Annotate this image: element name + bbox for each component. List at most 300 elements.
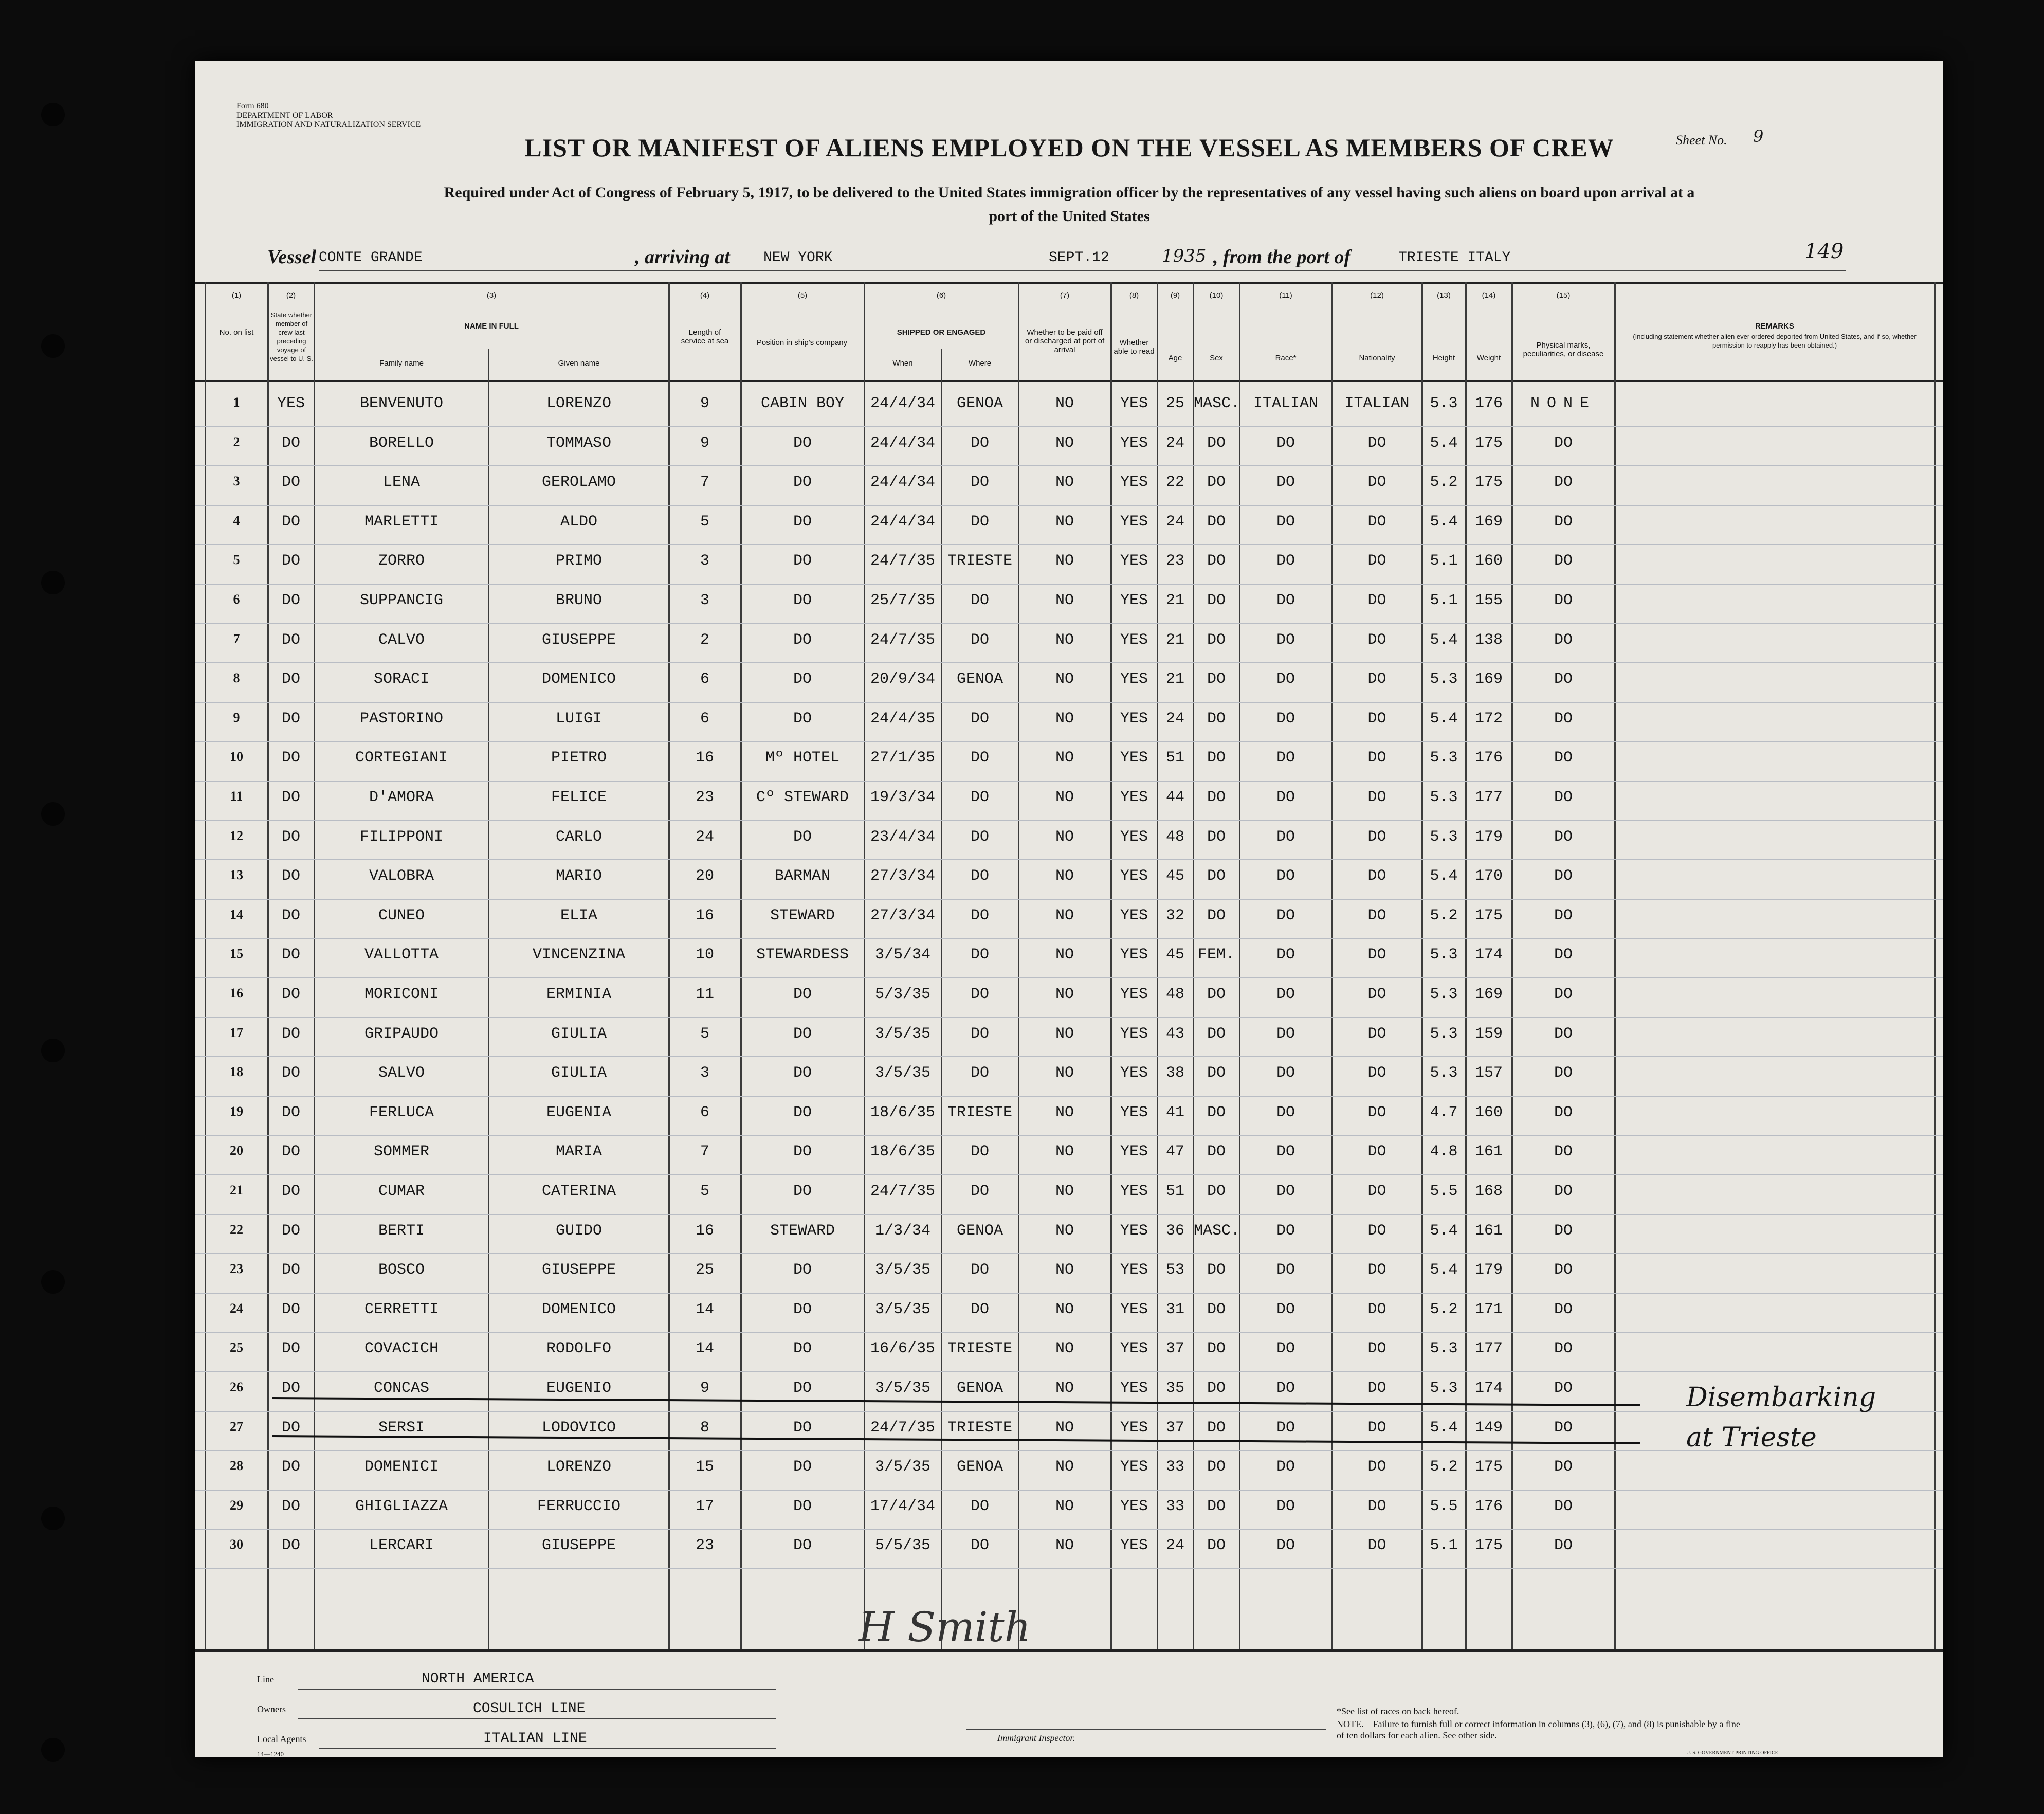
cell-sex: DO bbox=[1207, 710, 1226, 728]
cell-age: 36 bbox=[1165, 1222, 1184, 1240]
cell-height: 5.3 bbox=[1430, 828, 1458, 846]
cell-sex: DO bbox=[1207, 986, 1226, 1003]
cell-family: SUPPANCIG bbox=[359, 592, 444, 609]
cell-paid: NO bbox=[1055, 1143, 1074, 1161]
cell-given: GEROLAMO bbox=[541, 474, 616, 492]
cell-read: YES bbox=[1120, 906, 1148, 924]
cell-age: 45 bbox=[1165, 946, 1184, 964]
cell-age: 35 bbox=[1165, 1380, 1184, 1397]
table-row bbox=[195, 1453, 1943, 1492]
cell-read: YES bbox=[1120, 631, 1148, 649]
cell-position: DO bbox=[793, 552, 812, 570]
cell-when: 24/7/35 bbox=[870, 1183, 936, 1200]
cell-paid: NO bbox=[1055, 1497, 1074, 1515]
cell-marks: NONE bbox=[1530, 395, 1596, 412]
cell-race: DO bbox=[1276, 906, 1295, 924]
cell-prev: DO bbox=[281, 749, 300, 767]
col7-label: Whether to be paid off or discharged at port of arrival bbox=[1025, 328, 1105, 354]
cell-service: 6 bbox=[700, 710, 709, 728]
vessel-label: Vessel bbox=[267, 246, 316, 268]
cell-weight: 169 bbox=[1474, 513, 1503, 531]
cell-given: VINCENZINA bbox=[532, 946, 626, 964]
sheet-number: 9 bbox=[1753, 126, 1764, 146]
table-header-rule bbox=[195, 380, 1943, 382]
cell-height: 5.2 bbox=[1430, 474, 1458, 492]
cell-marks: DO bbox=[1554, 1143, 1573, 1161]
arrival-year: 1935 bbox=[1162, 246, 1207, 266]
cell-when: 5/5/35 bbox=[874, 1537, 931, 1555]
cell-no: 5 bbox=[233, 552, 240, 568]
cell-service: 16 bbox=[695, 749, 714, 767]
cell-marks: DO bbox=[1554, 552, 1573, 570]
col11-num: (11) bbox=[1279, 291, 1292, 300]
cell-service: 7 bbox=[700, 1143, 709, 1161]
cell-family: FERLUCA bbox=[369, 1103, 434, 1121]
col12-num: (12) bbox=[1370, 291, 1384, 300]
cell-given: EUGENIO bbox=[546, 1380, 612, 1397]
cell-where: TRIESTE bbox=[947, 1340, 1013, 1358]
cell-prev: DO bbox=[281, 1340, 300, 1358]
cell-given: EUGENIA bbox=[546, 1103, 612, 1121]
cell-age: 31 bbox=[1165, 1300, 1184, 1318]
col10-num: (10) bbox=[1209, 291, 1224, 300]
page-reference: 149 bbox=[1804, 240, 1844, 263]
table-row bbox=[195, 1256, 1943, 1295]
table-row bbox=[195, 1059, 1943, 1098]
cell-read: YES bbox=[1120, 1419, 1148, 1437]
cell-paid: NO bbox=[1055, 749, 1074, 767]
cell-family: BENVENUTO bbox=[359, 395, 444, 412]
cell-where: DO bbox=[970, 434, 989, 452]
cell-where: DO bbox=[970, 828, 989, 846]
cell-nat: DO bbox=[1367, 474, 1386, 492]
cell-where: TRIESTE bbox=[947, 552, 1013, 570]
cell-age: 24 bbox=[1165, 513, 1184, 531]
table-row bbox=[195, 862, 1943, 901]
col2-label: State whether member of crew last preceding voyage of vessel to U. S. bbox=[270, 311, 313, 362]
cell-nat: DO bbox=[1367, 1103, 1386, 1121]
cell-read: YES bbox=[1120, 1261, 1148, 1279]
form-stamp bbox=[236, 102, 421, 130]
cell-where: DO bbox=[970, 631, 989, 649]
cell-read: YES bbox=[1120, 474, 1148, 492]
cell-no: 19 bbox=[230, 1103, 243, 1119]
cell-paid: NO bbox=[1055, 1537, 1074, 1555]
cell-weight: 176 bbox=[1474, 749, 1503, 767]
cell-prev: DO bbox=[281, 789, 300, 806]
cell-position: Mº HOTEL bbox=[765, 749, 840, 767]
cell-position: DO bbox=[793, 1300, 812, 1318]
cell-nat: DO bbox=[1367, 1261, 1386, 1279]
cell-sex: DO bbox=[1207, 552, 1226, 570]
form-subtitle-1: Required under Act of Congress of February 5, 1917, to be delivered to the United States immigration officer by the representatives of any vessel having such aliens on board upon arrival at a bbox=[444, 184, 1695, 201]
cell-age: 24 bbox=[1165, 1537, 1184, 1555]
cell-race: DO bbox=[1276, 434, 1295, 452]
cell-no: 26 bbox=[230, 1380, 243, 1394]
cell-when: 18/6/35 bbox=[870, 1143, 936, 1161]
cell-sex: DO bbox=[1207, 906, 1226, 924]
cell-height: 5.3 bbox=[1430, 986, 1458, 1003]
cell-read: YES bbox=[1120, 867, 1148, 885]
cell-age: 33 bbox=[1165, 1458, 1184, 1476]
cell-marks: DO bbox=[1554, 434, 1573, 452]
cell-nat: DO bbox=[1367, 631, 1386, 649]
cell-prev: DO bbox=[281, 434, 300, 452]
cell-where: DO bbox=[970, 986, 989, 1003]
cell-where: DO bbox=[970, 1537, 989, 1555]
cell-nat: DO bbox=[1367, 670, 1386, 688]
cell-family: CERRETTI bbox=[364, 1300, 439, 1318]
cell-sex: DO bbox=[1207, 789, 1226, 806]
cell-when: 3/5/35 bbox=[874, 1458, 931, 1476]
cell-age: 21 bbox=[1165, 631, 1184, 649]
cell-marks: DO bbox=[1554, 867, 1573, 885]
cell-family: VALLOTTA bbox=[364, 946, 439, 964]
cell-race: DO bbox=[1276, 1497, 1295, 1515]
cell-position: DO bbox=[793, 1497, 812, 1515]
cell-service: 17 bbox=[695, 1497, 714, 1515]
cell-when: 23/4/34 bbox=[870, 828, 936, 846]
cell-service: 20 bbox=[695, 867, 714, 885]
cell-prev: DO bbox=[281, 631, 300, 649]
table-row bbox=[195, 1414, 1943, 1453]
cell-weight: 171 bbox=[1474, 1300, 1503, 1318]
footer-agents-value: ITALIAN LINE bbox=[483, 1731, 587, 1747]
cell-nat: DO bbox=[1367, 1458, 1386, 1476]
cell-prev: DO bbox=[281, 906, 300, 924]
cell-service: 5 bbox=[700, 1025, 709, 1043]
cell-position: DO bbox=[793, 1537, 812, 1555]
cell-nat: DO bbox=[1367, 1222, 1386, 1240]
cell-when: 24/7/35 bbox=[870, 552, 936, 570]
cell-prev: DO bbox=[281, 474, 300, 492]
cell-race: DO bbox=[1276, 986, 1295, 1003]
cell-given: GIUSEPPE bbox=[541, 1537, 616, 1555]
form-title: LIST OR MANIFEST OF ALIENS EMPLOYED ON THE VESSEL AS MEMBERS OF CREW bbox=[524, 133, 1614, 162]
cell-sex: DO bbox=[1207, 474, 1226, 492]
cell-where: GENOA bbox=[956, 395, 1003, 412]
cell-paid: NO bbox=[1055, 1222, 1074, 1240]
table-row bbox=[195, 665, 1943, 704]
cell-race: DO bbox=[1276, 1143, 1295, 1161]
cell-weight: 169 bbox=[1474, 986, 1503, 1003]
cell-age: 22 bbox=[1165, 474, 1184, 492]
cell-race: DO bbox=[1276, 789, 1295, 806]
cell-paid: NO bbox=[1055, 1261, 1074, 1279]
cell-where: GENOA bbox=[956, 670, 1003, 688]
footer-owners-rule bbox=[298, 1718, 776, 1719]
cell-nat: ITALIAN bbox=[1344, 395, 1410, 412]
cell-service: 25 bbox=[695, 1261, 714, 1279]
cell-sex: DO bbox=[1207, 1183, 1226, 1200]
cell-when: 1/3/34 bbox=[874, 1222, 931, 1240]
cell-prev: DO bbox=[281, 513, 300, 531]
table-row bbox=[195, 941, 1943, 980]
cell-given: CATERINA bbox=[541, 1183, 616, 1200]
cell-no: 8 bbox=[233, 670, 240, 686]
cell-race: DO bbox=[1276, 631, 1295, 649]
table-row bbox=[195, 429, 1943, 468]
cell-race: DO bbox=[1276, 828, 1295, 846]
cell-nat: DO bbox=[1367, 906, 1386, 924]
cell-nat: DO bbox=[1367, 434, 1386, 452]
cell-prev: DO bbox=[281, 1419, 300, 1437]
cell-weight: 179 bbox=[1474, 828, 1503, 846]
cell-sex: DO bbox=[1207, 631, 1226, 649]
cell-position: DO bbox=[793, 1458, 812, 1476]
cell-no: 15 bbox=[230, 946, 243, 962]
cell-sex: DO bbox=[1207, 749, 1226, 767]
cell-position: BARMAN bbox=[774, 867, 831, 885]
cell-prev: DO bbox=[281, 1300, 300, 1318]
cell-family: SORACI bbox=[373, 670, 430, 688]
cell-read: YES bbox=[1120, 789, 1148, 806]
col10-label: Sex bbox=[1210, 354, 1223, 362]
cell-height: 5.2 bbox=[1430, 1300, 1458, 1318]
cell-no: 24 bbox=[230, 1300, 243, 1316]
cell-when: 19/3/34 bbox=[870, 789, 936, 806]
cell-given: LORENZO bbox=[546, 1458, 612, 1476]
col6-label: SHIPPED OR ENGAGED bbox=[897, 328, 986, 337]
cell-family: CALVO bbox=[378, 631, 425, 649]
service-name: IMMIGRATION AND NATURALIZATION SERVICE bbox=[236, 120, 421, 129]
cell-marks: DO bbox=[1554, 1340, 1573, 1358]
cell-read: YES bbox=[1120, 1340, 1148, 1358]
cell-marks: DO bbox=[1554, 1380, 1573, 1397]
cell-race: DO bbox=[1276, 946, 1295, 964]
cell-family: CONCAS bbox=[373, 1380, 430, 1397]
cell-weight: 175 bbox=[1474, 906, 1503, 924]
col1-label: No. on list bbox=[219, 328, 254, 337]
cell-race: DO bbox=[1276, 1300, 1295, 1318]
cell-marks: DO bbox=[1554, 789, 1573, 806]
binder-hole bbox=[41, 571, 65, 594]
cell-where: DO bbox=[970, 749, 989, 767]
col15-num: (15) bbox=[1556, 291, 1571, 300]
table-row bbox=[195, 1020, 1943, 1059]
cell-read: YES bbox=[1120, 1025, 1148, 1043]
cell-service: 24 bbox=[695, 828, 714, 846]
cell-race: DO bbox=[1276, 1340, 1295, 1358]
cell-weight: 168 bbox=[1474, 1183, 1503, 1200]
table-row bbox=[195, 902, 1943, 941]
cell-service: 2 bbox=[700, 631, 709, 649]
manifest-sheet bbox=[195, 61, 1943, 1757]
remarks-note: (Including statement whether alien ever ordered deported from United States, and if so, whether permission to reapply has been obtained.) bbox=[1633, 333, 1917, 349]
cell-weight: 177 bbox=[1474, 789, 1503, 806]
cell-nat: DO bbox=[1367, 1419, 1386, 1437]
col3-label: NAME IN FULL bbox=[464, 322, 519, 331]
cell-race: DO bbox=[1276, 1537, 1295, 1555]
cell-read: YES bbox=[1120, 828, 1148, 846]
cell-race: DO bbox=[1276, 1183, 1295, 1200]
cell-age: 41 bbox=[1165, 1103, 1184, 1121]
cell-sex: DO bbox=[1207, 828, 1226, 846]
cell-marks: DO bbox=[1554, 1261, 1573, 1279]
cell-service: 9 bbox=[700, 395, 709, 412]
vessel-name: CONTE GRANDE bbox=[319, 250, 423, 266]
cell-read: YES bbox=[1120, 1458, 1148, 1476]
cell-marks: DO bbox=[1554, 631, 1573, 649]
cell-no: 16 bbox=[230, 986, 243, 1001]
cell-age: 25 bbox=[1165, 395, 1184, 412]
cell-nat: DO bbox=[1367, 710, 1386, 728]
cell-family: DOMENICI bbox=[364, 1458, 439, 1476]
table-row bbox=[195, 1532, 1943, 1571]
cell-paid: NO bbox=[1055, 1300, 1074, 1318]
footer-owners-value: COSULICH LINE bbox=[473, 1701, 586, 1717]
cell-where: DO bbox=[970, 789, 989, 806]
col7-num: (7) bbox=[1060, 291, 1070, 300]
inspector-rule bbox=[966, 1729, 1326, 1730]
cell-service: 23 bbox=[695, 789, 714, 806]
cell-no: 9 bbox=[233, 710, 240, 725]
cell-race: DO bbox=[1276, 552, 1295, 570]
cell-prev: DO bbox=[281, 1497, 300, 1515]
table-row bbox=[195, 1138, 1943, 1177]
cell-age: 51 bbox=[1165, 749, 1184, 767]
cell-no: 11 bbox=[230, 789, 243, 804]
cell-paid: NO bbox=[1055, 789, 1074, 806]
cell-where: DO bbox=[970, 1261, 989, 1279]
cell-age: 21 bbox=[1165, 670, 1184, 688]
cell-nat: DO bbox=[1367, 749, 1386, 767]
race-note: *See list of races on back hereof. bbox=[1337, 1706, 1459, 1716]
cell-height: 5.3 bbox=[1430, 749, 1458, 767]
cell-position: STEWARD bbox=[770, 906, 835, 924]
cell-service: 16 bbox=[695, 906, 714, 924]
cell-prev: DO bbox=[281, 552, 300, 570]
cell-paid: NO bbox=[1055, 474, 1074, 492]
cell-where: DO bbox=[970, 1025, 989, 1043]
cell-height: 5.3 bbox=[1430, 1340, 1458, 1358]
cell-height: 5.3 bbox=[1430, 1025, 1458, 1043]
cell-when: 3/5/35 bbox=[874, 1380, 931, 1397]
table-top-rule bbox=[195, 282, 1943, 284]
cell-where: DO bbox=[970, 946, 989, 964]
cell-when: 20/9/34 bbox=[870, 670, 936, 688]
cell-when: 3/5/35 bbox=[874, 1300, 931, 1318]
cell-family: PASTORINO bbox=[359, 710, 444, 728]
cell-no: 12 bbox=[230, 828, 243, 843]
cell-paid: NO bbox=[1055, 867, 1074, 885]
cell-where: DO bbox=[970, 1300, 989, 1318]
cell-family: ZORRO bbox=[378, 552, 425, 570]
cell-marks: DO bbox=[1554, 1419, 1573, 1437]
cell-height: 5.4 bbox=[1430, 631, 1458, 649]
cell-prev: DO bbox=[281, 867, 300, 885]
cell-where: DO bbox=[970, 474, 989, 492]
cell-race: ITALIAN bbox=[1253, 395, 1319, 412]
cell-given: GUIDO bbox=[555, 1222, 602, 1240]
table-row bbox=[195, 823, 1943, 862]
cell-position: DO bbox=[793, 986, 812, 1003]
cell-read: YES bbox=[1120, 1222, 1148, 1240]
cell-sex: MASC. bbox=[1194, 1222, 1240, 1240]
cell-given: TOMMASO bbox=[546, 434, 612, 452]
cell-position: STEWARDESS bbox=[756, 946, 849, 964]
col4-label: Length of service at sea bbox=[681, 328, 729, 346]
cell-prev: DO bbox=[281, 1064, 300, 1082]
cell-nat: DO bbox=[1367, 513, 1386, 531]
cell-prev: DO bbox=[281, 1143, 300, 1161]
cell-race: DO bbox=[1276, 1064, 1295, 1082]
table-bottom-rule bbox=[195, 1649, 1943, 1652]
col13-num: (13) bbox=[1437, 291, 1451, 300]
cell-position: CABIN BOY bbox=[760, 395, 845, 412]
footer-agents-label: Local Agents bbox=[257, 1734, 306, 1744]
col11-label: Race* bbox=[1275, 354, 1297, 362]
cell-paid: NO bbox=[1055, 395, 1074, 412]
cell-age: 38 bbox=[1165, 1064, 1184, 1082]
cell-marks: DO bbox=[1554, 1458, 1573, 1476]
cell-age: 48 bbox=[1165, 986, 1184, 1003]
cell-given: PRIMO bbox=[555, 552, 602, 570]
cell-read: YES bbox=[1120, 1537, 1148, 1555]
cell-height: 5.4 bbox=[1430, 513, 1458, 531]
table-row bbox=[195, 547, 1943, 586]
cell-weight: 138 bbox=[1474, 631, 1503, 649]
cell-read: YES bbox=[1120, 1497, 1148, 1515]
cell-given: LORENZO bbox=[546, 395, 612, 412]
cell-weight: 155 bbox=[1474, 592, 1503, 609]
cell-nat: DO bbox=[1367, 946, 1386, 964]
table-row bbox=[195, 705, 1943, 744]
cell-nat: DO bbox=[1367, 592, 1386, 609]
cell-age: 48 bbox=[1165, 828, 1184, 846]
cell-sex: DO bbox=[1207, 1340, 1226, 1358]
cell-nat: DO bbox=[1367, 1537, 1386, 1555]
cell-family: SOMMER bbox=[373, 1143, 430, 1161]
table-row bbox=[195, 1217, 1943, 1256]
cell-where: TRIESTE bbox=[947, 1103, 1013, 1121]
cell-sex: DO bbox=[1207, 1103, 1226, 1121]
cell-family: BERTI bbox=[378, 1222, 425, 1240]
cell-paid: NO bbox=[1055, 1419, 1074, 1437]
cell-marks: DO bbox=[1554, 474, 1573, 492]
cell-no: 2 bbox=[233, 434, 240, 449]
cell-prev: DO bbox=[281, 1261, 300, 1279]
cell-nat: DO bbox=[1367, 789, 1386, 806]
cell-no: 22 bbox=[230, 1222, 243, 1237]
cell-given: GIUSEPPE bbox=[541, 1261, 616, 1279]
remark-disembarking: Disembarking bbox=[1686, 1382, 1876, 1413]
cell-sex: DO bbox=[1207, 1419, 1226, 1437]
cell-sex: MASC. bbox=[1194, 395, 1240, 412]
binder-hole bbox=[41, 1039, 65, 1062]
cell-height: 5.3 bbox=[1430, 395, 1458, 412]
cell-prev: DO bbox=[281, 986, 300, 1003]
cell-read: YES bbox=[1120, 749, 1148, 767]
cell-paid: NO bbox=[1055, 1380, 1074, 1397]
cell-paid: NO bbox=[1055, 631, 1074, 649]
cell-race: DO bbox=[1276, 474, 1295, 492]
cell-family: COVACICH bbox=[364, 1340, 439, 1358]
table-row bbox=[195, 1374, 1943, 1413]
cell-age: 23 bbox=[1165, 552, 1184, 570]
cell-given: GIUSEPPE bbox=[541, 631, 616, 649]
cell-read: YES bbox=[1120, 1183, 1148, 1200]
cell-age: 33 bbox=[1165, 1497, 1184, 1515]
cell-nat: DO bbox=[1367, 867, 1386, 885]
cell-weight: 160 bbox=[1474, 1103, 1503, 1121]
cell-marks: DO bbox=[1554, 986, 1573, 1003]
cell-height: 5.3 bbox=[1430, 670, 1458, 688]
col9-num: (9) bbox=[1170, 291, 1180, 300]
cell-given: MARIA bbox=[555, 1143, 602, 1161]
cell-service: 5 bbox=[700, 513, 709, 531]
cell-when: 17/4/34 bbox=[870, 1497, 936, 1515]
